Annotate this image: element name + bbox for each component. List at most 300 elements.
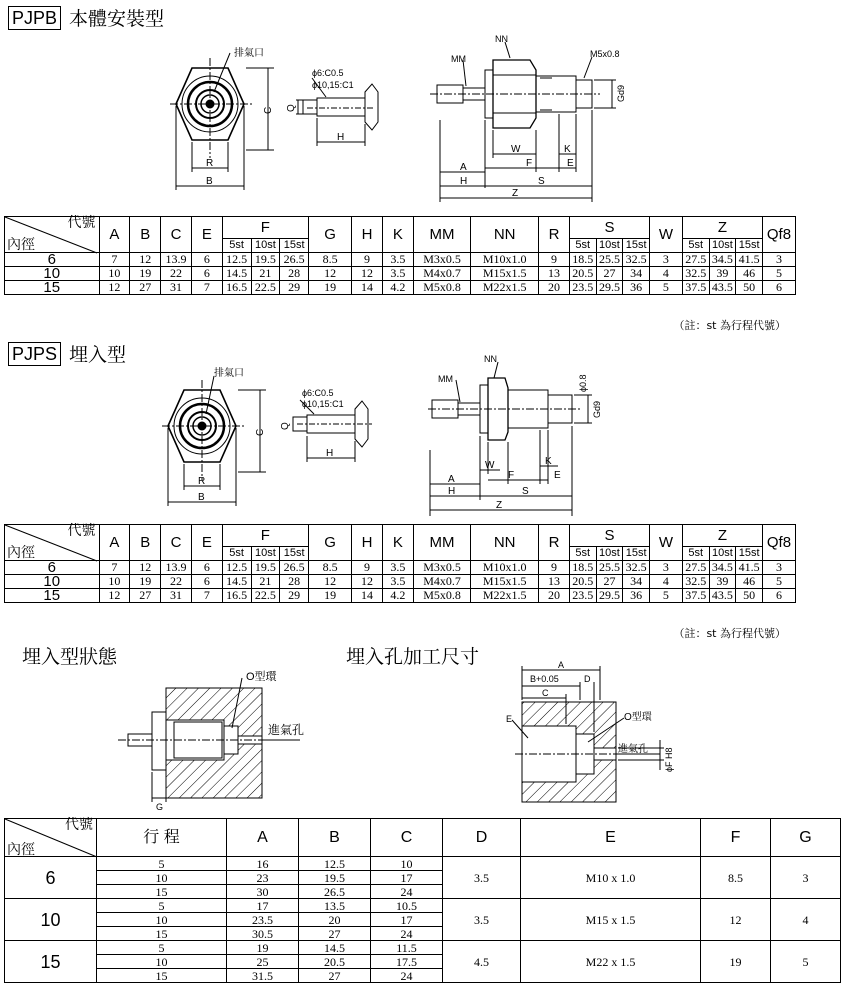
- bot-cell-d: 4.5: [443, 941, 521, 983]
- pjps-cell-z-0: 37.5: [682, 589, 709, 603]
- pjps-cell-s-0: 23.5: [569, 589, 596, 603]
- pjpb-header-qf8: Qf8: [762, 217, 795, 253]
- pjps-header-nn: NN: [471, 525, 539, 561]
- pjps-bore: 10: [5, 575, 100, 589]
- pjpb-drawing: [0, 0, 800, 215]
- pjps-cell-nn: M10x1.0: [471, 561, 539, 575]
- pjpb-cell-r: 9: [539, 253, 570, 267]
- bot-cell-e: M10 x 1.0: [521, 857, 701, 899]
- pjps-corner-code: 代號: [67, 523, 96, 539]
- pjpb-bore: 6: [5, 253, 100, 267]
- pjpb-cell-c: 13.9: [161, 253, 192, 267]
- pjps-cell-z-2: 50: [736, 589, 763, 603]
- embed-oring-label: O型環: [246, 671, 277, 683]
- pjps-cell-z-1: 39: [709, 575, 736, 589]
- pjps-cell-f-2: 29: [280, 589, 309, 603]
- pjpb-dim-r: R: [206, 158, 214, 169]
- bot-header-0: 行 程: [97, 819, 227, 857]
- pjps-nn-label: NN: [484, 354, 497, 364]
- pjps-header-s: S: [569, 525, 649, 547]
- bot-cell: 23: [227, 871, 299, 885]
- pjpb-dim-a: A: [460, 162, 467, 173]
- pjpb-stroke-s-2: 15st: [623, 239, 650, 253]
- bot-cell: 10: [97, 871, 227, 885]
- pjps-row: [5, 589, 796, 603]
- pjpb-cell-k: 4.2: [382, 281, 413, 295]
- bot-corner: [5, 819, 97, 857]
- pjpb-cell-f-2: 29: [280, 281, 309, 295]
- hole-dim-d: D: [584, 674, 591, 684]
- pjps-cell-c: 31: [161, 589, 192, 603]
- pjps-table-note: （註：st 為行程代號）: [673, 627, 786, 640]
- bot-header-5: E: [521, 819, 701, 857]
- bot-cell: 20.5: [299, 955, 371, 969]
- pjps-dim-k: K: [545, 456, 552, 467]
- pjps-cell-z-1: 43.5: [709, 589, 736, 603]
- pjpb-row: [5, 267, 796, 281]
- pjps-cell-r: 13: [539, 575, 570, 589]
- pjps-cell-h: 9: [352, 561, 383, 575]
- pjps-cell-b: 12: [130, 561, 161, 575]
- pjpb-cell-z-0: 37.5: [682, 281, 709, 295]
- pjps-drawing: [0, 340, 800, 520]
- pjps-dim-h: H: [448, 486, 456, 497]
- bot-cell: 17: [371, 913, 443, 927]
- hole-dim-a: A: [558, 660, 565, 670]
- pjpb-cell-s-2: 36: [623, 281, 650, 295]
- pjps-cell-q: 6: [762, 589, 795, 603]
- pjps-cell-f-1: 22.5: [251, 589, 280, 603]
- pjpb-cell-nn: M15x1.5: [471, 267, 539, 281]
- pjpb-gd9-label: Gd9: [616, 84, 626, 102]
- bot-cell: 24: [371, 969, 443, 983]
- pjpb-bore: 15: [5, 281, 100, 295]
- pjps-stroke-z-1: 10st: [709, 547, 736, 561]
- pjps-cell-z-2: 46: [736, 575, 763, 589]
- pjps-cell-s-2: 36: [623, 589, 650, 603]
- pjpb-cell-nn: M22x1.5: [471, 281, 539, 295]
- pjpb-cell-a: 10: [99, 267, 130, 281]
- pjps-cell-z-2: 41.5: [736, 561, 763, 575]
- bot-bore: 15: [5, 941, 97, 983]
- pjpb-cell-q: 3: [762, 253, 795, 267]
- pjpb-table-note: （註：st 為行程代號）: [673, 319, 786, 332]
- pjps-cell-f-0: 14.5: [222, 575, 251, 589]
- bot-cell-g: 5: [771, 941, 841, 983]
- pjpb-cell-s-0: 18.5: [569, 253, 596, 267]
- pjpb-row: [5, 253, 796, 267]
- pjps-cell-a: 7: [99, 561, 130, 575]
- bot-cell-d: 3.5: [443, 899, 521, 941]
- bot-row: [5, 941, 841, 955]
- pjps-cell-mm: M3x0.5: [413, 561, 471, 575]
- pjpb-cell-nn: M10x1.0: [471, 253, 539, 267]
- bot-cell-e: M22 x 1.5: [521, 941, 701, 983]
- pjps-dim-z: Z: [496, 500, 503, 511]
- pjps-cell-z-0: 27.5: [682, 561, 709, 575]
- pjpb-dim-q: Q: [286, 104, 297, 112]
- pjpb-cell-mm: M5x0.8: [413, 281, 471, 295]
- pjpb-dim-k: K: [564, 144, 571, 155]
- pjpb-cell-z-0: 27.5: [682, 253, 709, 267]
- pjpb-header-nn: NN: [471, 217, 539, 253]
- pjpb-cell-s-1: 27: [596, 267, 623, 281]
- pjpb-cell-s-0: 23.5: [569, 281, 596, 295]
- pjpb-cell-f-1: 22.5: [251, 281, 280, 295]
- pjpb-cell-z-2: 50: [736, 281, 763, 295]
- pjpb-cell-f-2: 28: [280, 267, 309, 281]
- pjpb-cell-k: 3.5: [382, 253, 413, 267]
- pjpb-cell-s-1: 25.5: [596, 253, 623, 267]
- hole-oring-label: O型環: [624, 712, 652, 723]
- pjpb-stroke-s-1: 10st: [596, 239, 623, 253]
- pjpb-row: [5, 281, 796, 295]
- pjps-cell-e: 6: [191, 575, 222, 589]
- pjpb-cell-z-2: 46: [736, 267, 763, 281]
- pjps-cell-q: 5: [762, 575, 795, 589]
- pjps-cell-a: 12: [99, 589, 130, 603]
- pjpb-cell-q: 6: [762, 281, 795, 295]
- pjps-cell-q: 3: [762, 561, 795, 575]
- pjps-dim-w: W: [485, 460, 495, 471]
- pjps-cell-w: 4: [650, 575, 683, 589]
- pjps-cell-b: 27: [130, 589, 161, 603]
- pjps-stroke-f-0: 5st: [222, 547, 251, 561]
- pjps-cell-s-2: 34: [623, 575, 650, 589]
- hole-inlet-label: 進氣孔: [618, 744, 648, 755]
- bot-cell: 14.5: [299, 941, 371, 955]
- pjps-cell-e: 6: [191, 561, 222, 575]
- pjpb-cell-e: 7: [191, 281, 222, 295]
- pjps-spec-table: [4, 524, 796, 603]
- pjps-header-c: C: [161, 525, 192, 561]
- pjpb-header-k: K: [382, 217, 413, 253]
- pjpb-cell-c: 22: [161, 267, 192, 281]
- hole-dim-phi-f: ϕF H8: [664, 747, 674, 772]
- bot-cell: 5: [97, 857, 227, 871]
- pjpb-nn-label: NN: [495, 34, 508, 44]
- bot-cell: 23.5: [227, 913, 299, 927]
- pjps-name: 埋入型: [69, 344, 127, 366]
- pjps-cell-f-2: 26.5: [280, 561, 309, 575]
- pjpb-dim-f: F: [526, 158, 533, 169]
- pjps-header-a: A: [99, 525, 130, 561]
- bot-cell-g: 4: [771, 899, 841, 941]
- bot-cell: 27: [299, 927, 371, 941]
- pjpb-cell-r: 13: [539, 267, 570, 281]
- pjpb-stroke-z-2: 15st: [736, 239, 763, 253]
- bot-cell: 19.5: [299, 871, 371, 885]
- pjpb-header-w: W: [650, 217, 683, 253]
- pjpb-cell-z-1: 39: [709, 267, 736, 281]
- pjps-cell-s-0: 20.5: [569, 575, 596, 589]
- pjps-row: [5, 575, 796, 589]
- pjpb-stroke-z-0: 5st: [682, 239, 709, 253]
- pjps-cell-nn: M15x1.5: [471, 575, 539, 589]
- pjpb-header-a: A: [99, 217, 130, 253]
- pjps-cell-s-2: 32.5: [623, 561, 650, 575]
- bot-cell: 24: [371, 885, 443, 899]
- pjpb-cell-e: 6: [191, 253, 222, 267]
- pjps-cell-r: 9: [539, 561, 570, 575]
- pjpb-cell-e: 6: [191, 267, 222, 281]
- bot-row: [5, 899, 841, 913]
- pjps-header-r: R: [539, 525, 570, 561]
- bot-cell: 15: [97, 969, 227, 983]
- bot-cell-d: 3.5: [443, 857, 521, 899]
- pjps-corner-bore: 內徑: [7, 545, 35, 561]
- pjpb-cell-f-1: 19.5: [251, 253, 280, 267]
- bot-cell: 10: [97, 913, 227, 927]
- bot-cell: 30: [227, 885, 299, 899]
- bot-cell-f: 12: [701, 899, 771, 941]
- pjps-exhaust-label: 排氣口: [214, 368, 244, 379]
- pjps-header-k: K: [382, 525, 413, 561]
- pjps-cell-k: 3.5: [382, 575, 413, 589]
- pjpb-cell-k: 3.5: [382, 267, 413, 281]
- pjps-stroke-f-1: 10st: [251, 547, 280, 561]
- pjps-bore: 15: [5, 589, 100, 603]
- pjpb-cell-z-0: 32.5: [682, 267, 709, 281]
- pjpb-cell-h: 9: [352, 253, 383, 267]
- pjpb-cell-b: 27: [130, 281, 161, 295]
- pjps-dim-q: Q: [280, 422, 291, 430]
- embed-hole-table: [4, 818, 841, 983]
- pjpb-cell-s-2: 32.5: [623, 253, 650, 267]
- pjps-cell-f-1: 21: [251, 575, 280, 589]
- pjps-cell-mm: M5x0.8: [413, 589, 471, 603]
- bot-cell: 24: [371, 927, 443, 941]
- bot-row: [5, 857, 841, 871]
- pjps-cell-r: 20: [539, 589, 570, 603]
- pjpb-cell-a: 12: [99, 281, 130, 295]
- bot-cell: 17.5: [371, 955, 443, 969]
- pjpb-header-z: Z: [682, 217, 762, 239]
- pjpb-name: 本體安裝型: [69, 8, 165, 30]
- pjpb-cell-z-1: 34.5: [709, 253, 736, 267]
- pjpb-corner-bore: 內徑: [7, 237, 35, 253]
- pjps-cell-f-2: 28: [280, 575, 309, 589]
- pjpb-m5-label: M5x0.8: [590, 49, 620, 59]
- bot-header-3: C: [371, 819, 443, 857]
- pjps-header-h: H: [352, 525, 383, 561]
- pjpb-dim-s: S: [538, 176, 545, 187]
- pjpb-code: PJPB: [8, 6, 61, 30]
- bot-cell: 12.5: [299, 857, 371, 871]
- pjpb-cell-f-0: 12.5: [222, 253, 251, 267]
- bot-cell-f: 19: [701, 941, 771, 983]
- pjpb-cell-a: 7: [99, 253, 130, 267]
- pjps-row: [5, 561, 796, 575]
- bot-cell-g: 3: [771, 857, 841, 899]
- pjpb-header-f: F: [222, 217, 308, 239]
- bot-cell: 13.5: [299, 899, 371, 913]
- pjps-header-qf8: Qf8: [762, 525, 795, 561]
- pjpb-header-s: S: [569, 217, 649, 239]
- embed-hole-title: 埋入孔加工尺寸: [346, 646, 480, 668]
- pjpb-cell-s-0: 20.5: [569, 267, 596, 281]
- pjpb-cell-f-1: 21: [251, 267, 280, 281]
- pjpb-cell-w: 4: [650, 267, 683, 281]
- pjps-stroke-f-2: 15st: [280, 547, 309, 561]
- pjpb-stroke-f-1: 10st: [251, 239, 280, 253]
- pjps-dim-s: S: [522, 486, 529, 497]
- bot-cell-f: 8.5: [701, 857, 771, 899]
- pjpb-corner-code: 代號: [67, 215, 96, 231]
- bot-cell: 10: [371, 857, 443, 871]
- pjps-cell-e: 7: [191, 589, 222, 603]
- pjps-dim-a: A: [448, 474, 455, 485]
- bot-cell-e: M15 x 1.5: [521, 899, 701, 941]
- embed-inlet-label: 進氣孔: [268, 723, 305, 737]
- pjpb-hole-large: ϕ10,15:C1: [312, 80, 354, 90]
- bot-cell: 5: [97, 899, 227, 913]
- pjps-header-mm: MM: [413, 525, 471, 561]
- pjps-cell-f-0: 12.5: [222, 561, 251, 575]
- pjps-header-e: E: [191, 525, 222, 561]
- pjps-dim-h-rod: H: [326, 448, 334, 459]
- pjps-cell-c: 22: [161, 575, 192, 589]
- pjps-corner: [5, 525, 100, 561]
- pjps-stroke-s-2: 15st: [623, 547, 650, 561]
- pjpb-stroke-f-2: 15st: [280, 239, 309, 253]
- pjpb-header-b: B: [130, 217, 161, 253]
- pjpb-header-r: R: [539, 217, 570, 253]
- pjps-cell-g: 19: [309, 589, 352, 603]
- pjps-cell-f-0: 16.5: [222, 589, 251, 603]
- pjpb-dim-e: E: [567, 158, 574, 169]
- bot-cell: 26.5: [299, 885, 371, 899]
- pjps-stroke-z-2: 15st: [736, 547, 763, 561]
- pjps-bore: 6: [5, 561, 100, 575]
- pjpb-corner: [5, 217, 100, 253]
- bot-corner-bore: 內徑: [7, 842, 35, 858]
- pjpb-cell-mm: M4x0.7: [413, 267, 471, 281]
- hole-dim-c: C: [542, 688, 549, 698]
- bot-cell: 16: [227, 857, 299, 871]
- bot-cell: 19: [227, 941, 299, 955]
- pjpb-exhaust-label: 排氣口: [234, 48, 264, 59]
- pjpb-header-e: E: [191, 217, 222, 253]
- pjps-dim-c: C: [255, 428, 266, 436]
- pjpb-header-h: H: [352, 217, 383, 253]
- pjpb-cell-w: 5: [650, 281, 683, 295]
- pjpb-spec-table: [4, 216, 796, 295]
- pjpb-cell-s-2: 34: [623, 267, 650, 281]
- pjpb-stroke-z-1: 10st: [709, 239, 736, 253]
- pjps-cell-h: 12: [352, 575, 383, 589]
- pjpb-cell-s-1: 29.5: [596, 281, 623, 295]
- bot-header-2: B: [299, 819, 371, 857]
- pjpb-bore: 10: [5, 267, 100, 281]
- pjpb-cell-g: 12: [309, 267, 352, 281]
- pjps-cell-g: 12: [309, 575, 352, 589]
- bot-header-6: F: [701, 819, 771, 857]
- pjpb-cell-b: 12: [130, 253, 161, 267]
- pjps-gd9-label: Gd9: [592, 400, 602, 418]
- pjps-cell-f-1: 19.5: [251, 561, 280, 575]
- bot-bore: 10: [5, 899, 97, 941]
- pjpb-header-g: G: [309, 217, 352, 253]
- pjps-cell-z-0: 32.5: [682, 575, 709, 589]
- pjpb-dim-c: C: [263, 106, 274, 114]
- pjps-phi08-label: ϕ0.8: [578, 374, 588, 392]
- bot-cell: 25: [227, 955, 299, 969]
- bot-cell: 10.5: [371, 899, 443, 913]
- pjps-cell-h: 14: [352, 589, 383, 603]
- pjps-cell-s-0: 18.5: [569, 561, 596, 575]
- pjps-cell-w: 5: [650, 589, 683, 603]
- bot-cell: 5: [97, 941, 227, 955]
- pjpb-cell-f-0: 14.5: [222, 267, 251, 281]
- pjps-code: PJPS: [8, 342, 61, 366]
- pjpb-cell-mm: M3x0.5: [413, 253, 471, 267]
- bot-cell: 11.5: [371, 941, 443, 955]
- pjpb-dim-z: Z: [512, 188, 519, 199]
- hole-dim-b-tol: B+0.05: [530, 674, 559, 684]
- hole-dim-e: E: [506, 714, 513, 724]
- pjps-stroke-z-0: 5st: [682, 547, 709, 561]
- pjps-dim-b: B: [198, 492, 205, 503]
- bot-cell: 15: [97, 885, 227, 899]
- bot-header-7: G: [771, 819, 841, 857]
- pjps-dim-r: R: [198, 476, 206, 487]
- pjpb-cell-f-0: 16.5: [222, 281, 251, 295]
- pjps-cell-c: 13.9: [161, 561, 192, 575]
- embed-drawings: [0, 660, 800, 810]
- bot-cell: 20: [299, 913, 371, 927]
- pjpb-stroke-f-0: 5st: [222, 239, 251, 253]
- pjps-header-g: G: [309, 525, 352, 561]
- pjpb-cell-z-1: 43.5: [709, 281, 736, 295]
- pjps-stroke-s-0: 5st: [569, 547, 596, 561]
- pjpb-cell-r: 20: [539, 281, 570, 295]
- bot-header-4: D: [443, 819, 521, 857]
- pjpb-stroke-s-0: 5st: [569, 239, 596, 253]
- pjpb-mm-label: MM: [451, 54, 466, 64]
- pjpb-dim-h-rod: H: [337, 132, 345, 143]
- bot-corner-code: 代號: [65, 817, 93, 833]
- pjps-cell-a: 10: [99, 575, 130, 589]
- pjpb-dim-b: B: [206, 176, 213, 187]
- pjps-cell-b: 19: [130, 575, 161, 589]
- pjps-hole-small: ϕ6:C0.5: [302, 388, 334, 398]
- pjps-hole-large: ϕ10,15:C1: [302, 399, 344, 409]
- pjpb-cell-f-2: 26.5: [280, 253, 309, 267]
- pjps-cell-s-1: 29.5: [596, 589, 623, 603]
- pjps-dim-f: F: [508, 470, 515, 481]
- pjps-header-w: W: [650, 525, 683, 561]
- pjps-cell-s-1: 25.5: [596, 561, 623, 575]
- pjps-dim-e: E: [554, 470, 561, 481]
- bot-cell: 17: [227, 899, 299, 913]
- pjpb-cell-g: 8.5: [309, 253, 352, 267]
- pjpb-hole-small: ϕ6:C0.5: [312, 68, 344, 78]
- bot-cell: 15: [97, 927, 227, 941]
- pjps-cell-s-1: 27: [596, 575, 623, 589]
- pjps-stroke-s-1: 10st: [596, 547, 623, 561]
- pjps-header-f: F: [222, 525, 308, 547]
- bot-bore: 6: [5, 857, 97, 899]
- bot-cell: 30.5: [227, 927, 299, 941]
- pjps-cell-w: 3: [650, 561, 683, 575]
- pjpb-cell-c: 31: [161, 281, 192, 295]
- pjps-cell-mm: M4x0.7: [413, 575, 471, 589]
- bot-cell: 10: [97, 955, 227, 969]
- pjpb-header-mm: MM: [413, 217, 471, 253]
- pjps-header-b: B: [130, 525, 161, 561]
- pjpb-header-c: C: [161, 217, 192, 253]
